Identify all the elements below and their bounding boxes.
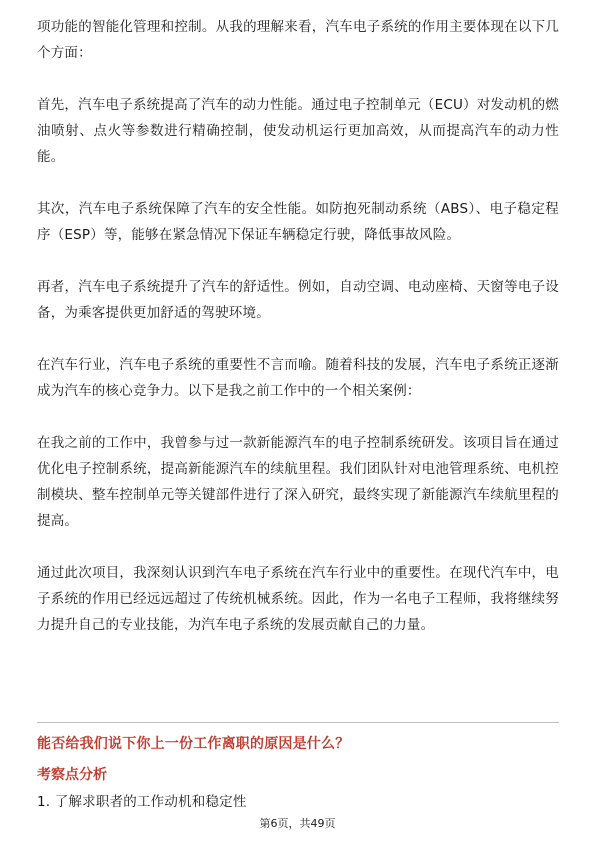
paragraph-safety-performance: 其次，汽车电子系统保障了汽车的安全性能。如防抱死制动系统（ABS）、电子稳定程序（ESP）等，能够在紧急情况下保证车辆稳定行驶，降低事故风险。 [37,201,559,243]
analysis-heading: 考察点分析 [37,767,107,783]
paragraph-conclusion: 通过此次项目，我深刻认识到汽车电子系统在汽车行业中的重要性。在现代汽车中，电子系统的作用已经远远超过了传统机械系统。因此，作为一名电子工程师，我将继续努力提升自己的专业技能，为汽车电子系统的发展贡献自己的力量。 [37,565,559,633]
interview-question: 能否给我们说下你上一份工作离职的原因是什么？ [37,736,350,752]
page-number-footer: 第6页，共49页 [259,817,336,830]
paragraph-industry-importance: 在汽车行业，汽车电子系统的重要性不言而喻。随着科技的发展，汽车电子系统正逐渐成为汽车的核心竞争力。以下是我之前工作中的一个相关案例： [37,357,559,399]
analysis-point: 1. 了解求职者的工作动机和稳定性 [37,794,247,810]
paragraph-case-study: 在我之前的工作中，我曾参与过一款新能源汽车的电子控制系统研发。该项目旨在通过优化电子控制系统，提高新能源汽车的续航里程。我们团队针对电池管理系统、电机控制模块、整车控制单元等关键部件进行了深入研究，最终实现了新能源汽车续航里程的提高。 [37,435,559,529]
section-divider [37,722,559,723]
paragraph-power-performance: 首先，汽车电子系统提高了汽车的动力性能。通过电子控制单元（ECU）对发动机的燃油喷射、点火等参数进行精确控制，使发动机运行更加高效，从而提高汽车的动力性能。 [37,97,559,165]
paragraph-comfort: 再者，汽车电子系统提升了汽车的舒适性。例如，自动空调、电动座椅、天窗等电子设备，为乘客提供更加舒适的驾驶环境。 [37,279,559,321]
paragraph-intro: 项功能的智能化管理和控制。从我的理解来看，汽车电子系统的作用主要体现在以下几个方面： [37,19,559,61]
document-body [37,14,559,664]
